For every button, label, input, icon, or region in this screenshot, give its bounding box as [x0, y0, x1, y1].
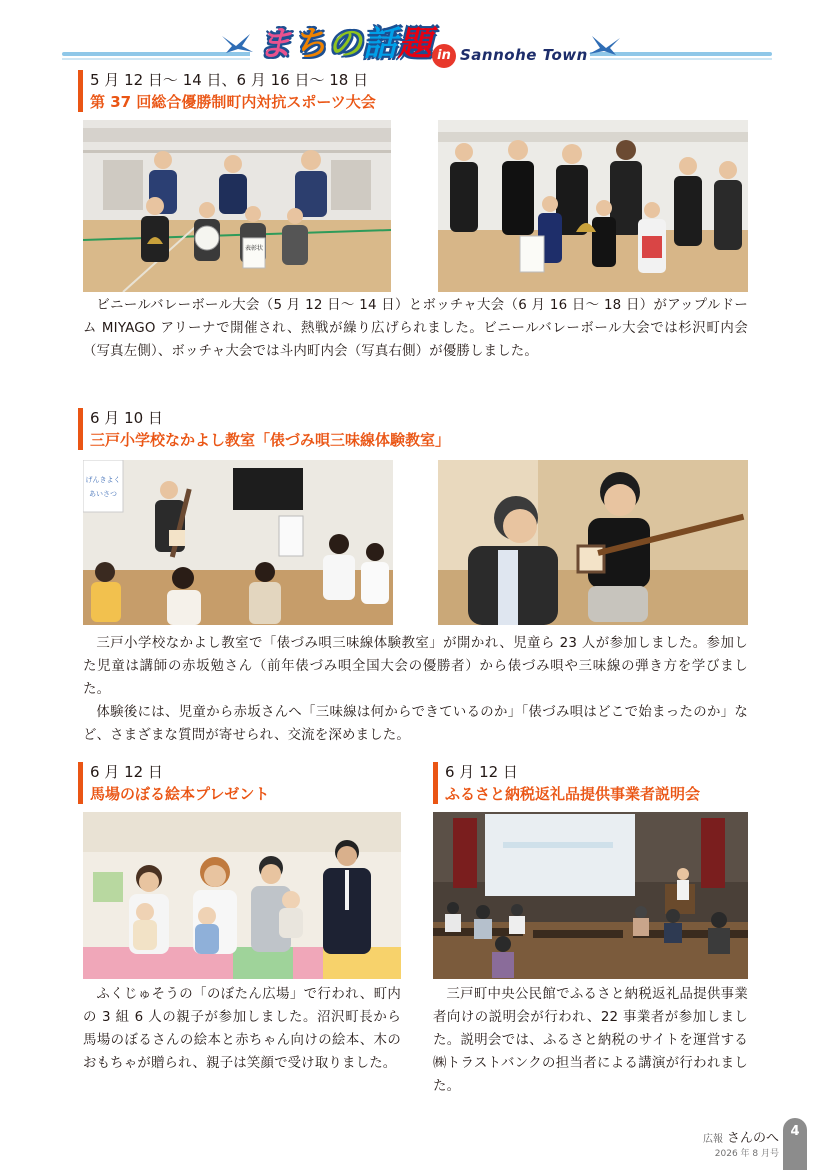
notice-text-top: げんきよく — [85, 476, 121, 484]
footer-publication-name: さんのへ — [726, 1131, 779, 1146]
photo-boccia-winners — [438, 120, 748, 292]
section-accent-bar — [78, 408, 83, 450]
swallow-icon-right — [588, 34, 622, 56]
notice-text-bottom: あいさつ — [89, 490, 117, 498]
section-body: 三戸小学校なかよし教室で「俵づみ唄三味線体験教室」が開かれ、児童ら 23 人が参加しました。参加した児童は講師の赤坂勉さん（前年俵づみ唄全国大会の優勝者）から俵づみ唄や三味線の弾き方を学びました。 — [83, 636, 748, 697]
section-title: 第 37 回総合優勝制町内対抗スポーツ大会 — [90, 93, 376, 111]
corner-subtitle: Sannohe Town — [460, 46, 588, 64]
section-title: ふるさと納税返礼品提供事業者説明会 — [445, 785, 701, 803]
section-title: 三戸小学校なかよし教室「俵づみ唄三味線体験教室」 — [90, 431, 451, 449]
swallow-icon-left — [220, 32, 254, 54]
photo-boy-playing-shamisen — [438, 460, 748, 625]
title-char-4: 話 — [363, 24, 397, 64]
section-accent-bar — [78, 762, 83, 804]
footer-label: 広報 — [702, 1134, 723, 1145]
certificate-label: 表彰状 — [244, 245, 264, 252]
photo-picture-book-present — [83, 812, 401, 979]
photo-shamisen-class — [83, 460, 393, 625]
photo-furusato-briefing — [433, 812, 748, 979]
section-date: 6 月 12 日 — [90, 763, 163, 781]
title-char-2: ち — [293, 24, 327, 64]
page-number: 4 — [790, 1124, 800, 1139]
section-body: 体験後には、児童から赤坂さんへ「三味線は何からできているのか」「俵づみ唄はどこで始まったのか」など、さまざまな質問が寄せられ、交流を深めました。 — [83, 705, 748, 743]
title-char-1: ま — [258, 24, 292, 64]
title-char-3: の — [328, 24, 362, 64]
footer-publication — [703, 1127, 779, 1146]
title-char-5: 題 — [398, 24, 432, 64]
section-accent-bar — [78, 70, 83, 112]
section-accent-bar — [433, 762, 438, 804]
section-date: 5 月 12 日～ 14 日、6 月 16 日～ 18 日 — [90, 71, 369, 89]
section-body: 三戸町中央公民館でふるさと納税返礼品提供事業者向けの説明会が行われ、22 事業者が参加しました。説明会では、ふるさと納税のサイトを運営する㈱トラストバンクの担当者による講演が行われました。 — [433, 987, 748, 1094]
footer-issue-date: 2026 年 8 月号 — [714, 1149, 779, 1159]
section-date: 6 月 10 日 — [90, 409, 163, 427]
corner-title — [258, 24, 432, 64]
section-body: ふくじゅそうの「のぼたん広場」で行われ、町内の 3 組 6 人の親子が参加しました。沼沢町長から馬場のぼるさんの絵本と赤ちゃん向けの絵本、木のおもちゃが贈られ、親子は笑顔で受け取りました。 — [83, 987, 401, 1071]
section-date: 6 月 12 日 — [445, 763, 518, 781]
section-title: 馬場のぼる絵本プレゼント — [90, 785, 270, 803]
section-body: ビニールバレーボール大会（5 月 12 日～ 14 日）とボッチャ大会（6 月 16 日～ 18 日）がアップルドーム MIYAGO アリーナで開催され、熱戦が繰り広げられました。ビニールバレーボール大会では杉沢町内会（写真左側）、ボッチャ大会では斗内町内会（写真右側）が優勝しました。 — [83, 298, 748, 359]
photo-volleyball-winners — [83, 120, 391, 292]
in-badge: in — [432, 44, 456, 68]
